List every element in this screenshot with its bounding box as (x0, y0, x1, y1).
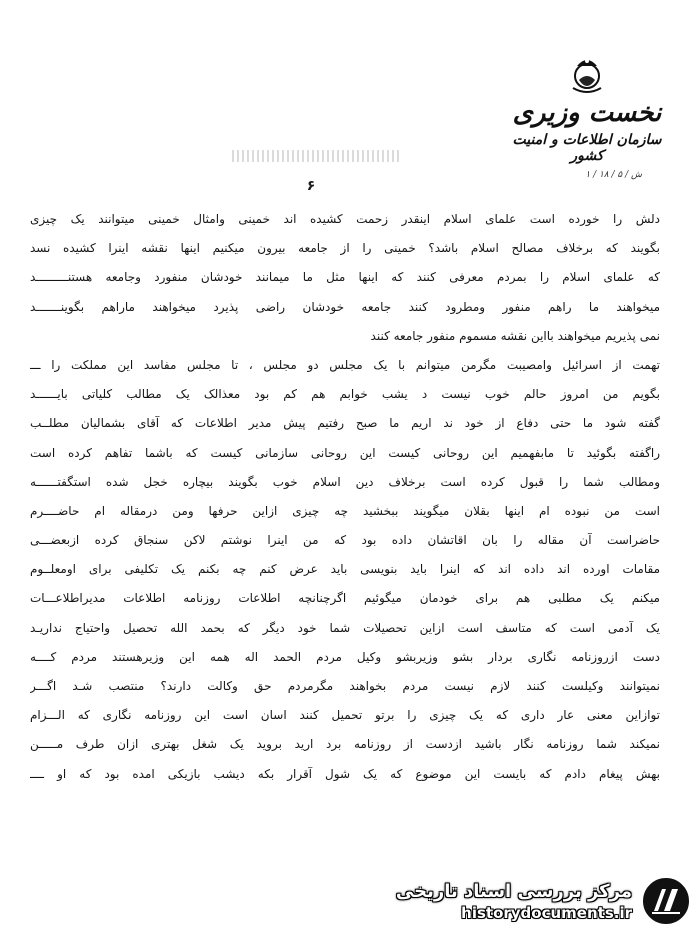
letterhead-subtitle: سازمان اطلاعات و امنیت کشور (512, 132, 662, 164)
body-line: میخواهند ما راهم منفور ومطرود کنند جامعه خودشان راضی پذیرد میخواهند ماراهم بگوینـــــــد (30, 299, 660, 314)
body-line: نمیتوانند وکیلست کنند لازم نیست مردم بخواهند مگرمردم حق وکالت دارند؟ منتصب شـد اگـــر (30, 679, 660, 693)
body-line: دست ازروزنامه نگاری بردار بشو وزیربشو وکیل مردم الحمد اله همه این وزیرهستند مردم کــــه (30, 649, 660, 664)
letterhead-title: نخست وزیری (512, 98, 662, 128)
body-line: تهمت از اسرائیل وامصیبت مگرمن میتوانم با یک مجلس دو مجلس ، تا مجلس مفاسد این مملکت را ـــ (30, 357, 660, 372)
faded-stamp-mark (232, 150, 402, 162)
body-line: توازاین معنی عار داری که یک چیزی را برتو تحمیل کنند اسان است این روزنامه نگاری که الـــزام (30, 708, 660, 723)
watermark-label-fa: مرکز بررسی اسناد تاریخی (395, 880, 632, 902)
body-line: ومطالب شما را قبول کرده است برخلاف دین اسلام خوب بگویند بیچاره خجل شده استگفتــــــه (30, 474, 660, 489)
body-line: بهش پیغام دادم که بایست این موضوع که یک شول آقرار بکه دیشب بازیکی امده بود که او ــــ (30, 766, 660, 781)
watermark (392, 870, 692, 932)
letterhead (502, 52, 672, 180)
body-line: که علمای اسلام را بمردم معرفی کنند که اینها مثل ما میمانند خودشان منفورد وجامعه هستنـــــــــد (30, 270, 660, 285)
watermark-label-en: historydocuments.ir (461, 903, 632, 922)
body-line: میکنم یک مطلبی هم برای خودمان میگوئیم اگرچنانچه اطلاعات روزنامه اطلاعات مدیراطلاعـــات (30, 591, 660, 606)
letterhead-reference: ش / ۵ / ۱۸ / ۱ (585, 170, 642, 180)
body-line: نمیکند شما روزنامه نگار باشید ازدست از روزنامه برد ارید بروید یک شغل بهتری ازان طرف مـــــن (30, 737, 660, 752)
lion-and-sun-emblem-icon (565, 52, 609, 96)
body-line: بگویند که برخلاف مصالح اسلام باشد؟ خمینی را از جامعه بیرون میکنیم اینها نقشه اینرا کشیده نسد (30, 241, 660, 256)
body-line: یک آدمی است که متاسف است ازاین تحصیلات شما خود دیگر که بحمد الله تحصیل واحتیاج نداریـد (30, 620, 660, 635)
body-line: نمی پذیریم میخواهند بااین نقشه مسموم منفور جامعه کنند (370, 328, 660, 343)
body-line: مقامات اورده اند داده اند که اینرا باید بنویسی باید عرض کنم چه بکنم یک تکلیفی برای اومعلــوم (30, 562, 660, 577)
body-line: دلش را خورده است علمای اسلام اینقدر زحمت کشیده اند خمینی وامثال خمینی میتوانند یک چیزی (30, 212, 660, 226)
page-number: ۶ (306, 178, 316, 194)
watermark-text (396, 881, 632, 922)
body-line: بگویم من امروز حالم خوب نیست د یشب خوابم هم کم بود معذالک یک مطالب کلیاتی بایــــــد (30, 387, 660, 402)
body-line: است من نبوده ام اینها بقلان میگویند ببخشید چه چیزی ازاین حرفها ومن درمقاله ام حاضــــرم (30, 503, 660, 518)
body-line: راگفته بگوئید تا مابفهمیم این روحانی کیست این روحانی سازمانی کیست که باشما تفاهم کرده است (30, 445, 660, 460)
archive-logo-icon (640, 875, 692, 927)
document-body (30, 212, 660, 796)
body-line: گفته شود ما حتی دفاع از خود ند اریم ما صبح رفتیم پیش مدیر اطلاعات که آقای بشمالیان مطلــب (30, 416, 660, 431)
body-line: حاضراست آن مقاله را بان اقاتشان داده بود که من اینرا نوشتم لاکن سنجاق کرده ازبعضـــی (30, 533, 660, 548)
